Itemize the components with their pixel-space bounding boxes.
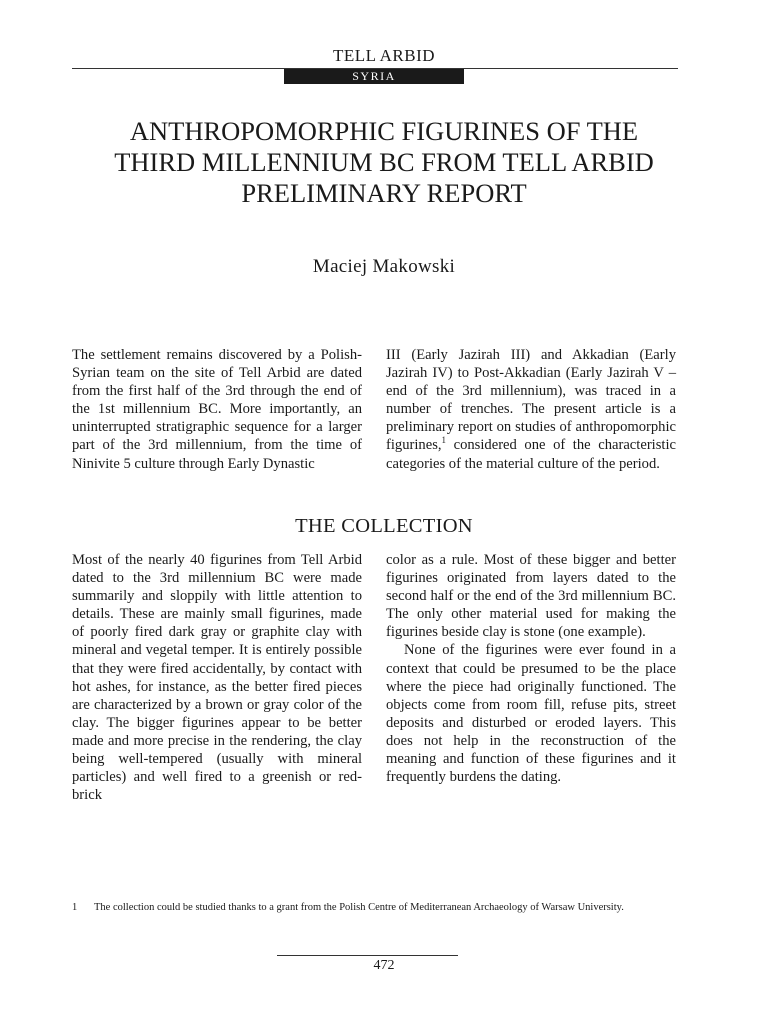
section-label-bar: SYRIA [284, 69, 464, 84]
collection-paragraph-right-1: color as a rule. Most of these bigger and better figurines originated from layers dated to the second half or the end of the 3rd millennium BC. The only other material used for making the figurines beside clay is stone (one example). [386, 552, 676, 641]
title-line-3: PRELIMINARY REPORT [241, 178, 527, 208]
footnote-marker[interactable]: 1 [441, 435, 447, 446]
collection-paragraph-right-2: None of the figurines were ever found in a context that could be presumed to be the place where the piece had originally functioned. The objects come from room fill, refuse pits, street deposits and disturbed or eroded layers. This does not help in the reconstruction of the meaning and function of these figurines and it frequently burdens the dating. [386, 642, 676, 786]
footer-rule [277, 955, 458, 956]
footnote-text: The collection could be studied thanks to a grant from the Polish Centre of Mediterranean Archaeology of Warsaw University. [94, 902, 624, 913]
intro-column-right [386, 346, 676, 473]
collection-column-left [72, 551, 362, 804]
running-head: TELL ARBID [332, 46, 436, 65]
title-line-2: THIRD MILLENNIUM BC FROM TELL ARBID [114, 147, 654, 177]
section-heading: THE COLLECTION [295, 515, 473, 537]
footnote-number: 1 [72, 902, 78, 913]
intro-paragraph-right [386, 346, 676, 473]
footnote [72, 900, 678, 915]
article-title [40, 116, 728, 209]
intro-text-after-note: considered one of the characteristic categories of the material culture of the period. [386, 437, 676, 472]
collection-column-right [386, 551, 676, 786]
intro-paragraph-left: The settlement remains discovered by a Polish-Syrian team on the site of Tell Arbid are dated from the first half of the 3rd through the end of the 1st millennium BC. More importantly, an uninterrupted stratigraphic sequence for a larger part of the 3rd millennium, from the time of Ninivite 5 culture through Early Dynastic [72, 347, 362, 472]
collection-paragraph-left: Most of the nearly 40 figurines from Tell Arbid dated to the 3rd millennium BC were made summarily and sloppily with little attention to details. These are mainly small figurines, made of poorly fired dark gray or graphite clay with mineral and vegetal temper. It is entirely possible that they were fired accidentally, by contact with hot ashes, for instance, as the better fired pieces are characterized by a brown or gray color of the clay. The bigger figurines appear to be better made and more precise in the rendering, the clay being well-tempered (usually with mineral particles) and well fired to a greenish or red-brick [72, 552, 362, 804]
author-name: Maciej Makowski [312, 256, 456, 277]
title-line-1: ANTHROPOMORPHIC FIGURINES OF THE [129, 116, 639, 146]
intro-text-before-note: III (Early Jazirah III) and Akkadian (Early Jazirah IV) to Post-Akkadian (Early Jazirah V – end of the 3rd millennium), was traced in a number of trenches. The present article is a preliminary report on studies of anthropomorphic figurines, [386, 347, 676, 454]
intro-column-left [72, 346, 362, 473]
page-number: 472 [373, 958, 395, 973]
